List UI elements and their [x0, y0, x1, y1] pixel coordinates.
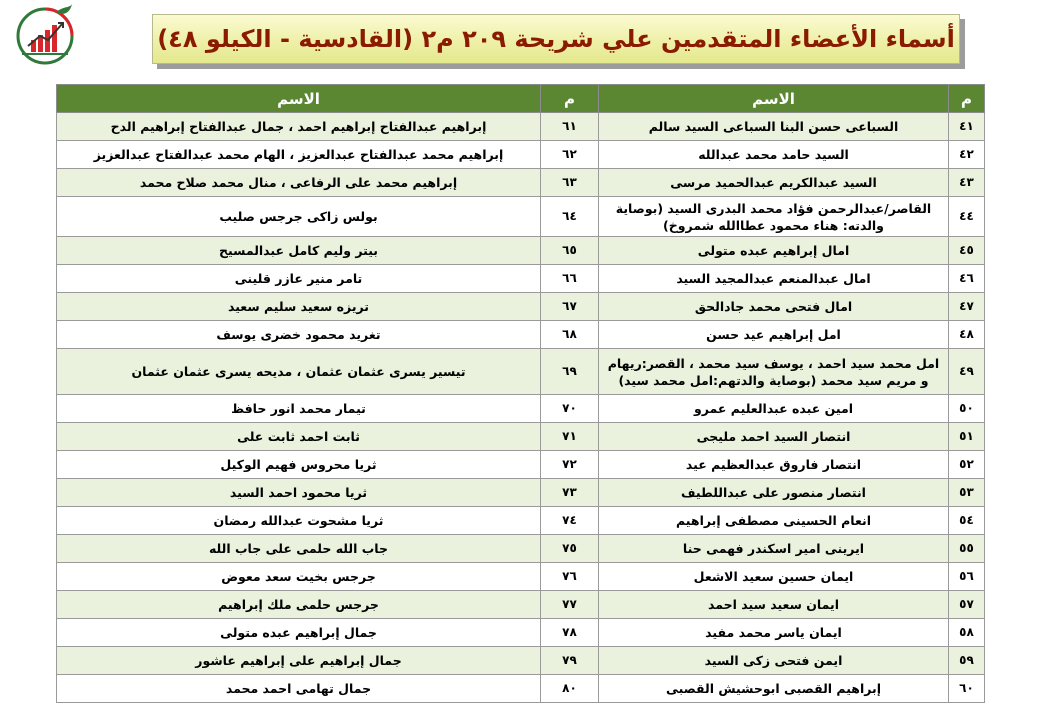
title-banner [152, 14, 960, 64]
table-row [57, 265, 985, 293]
member-name: بيتر وليم كامل عبدالمسيح [57, 237, 541, 265]
member-name: السيد عبدالكريم عبدالحميد مرسى [599, 169, 949, 197]
member-number: ٤٣ [949, 169, 985, 197]
member-number: ٦٤ [541, 197, 599, 237]
member-number: ٧١ [541, 423, 599, 451]
member-name: امل محمد سيد احمد ، يوسف سيد محمد ، القصر:ريهام و مريم سيد محمد (بوصاية والدتهم:امل محمد سيد) [599, 349, 949, 395]
page-title: أسماء الأعضاء المتقدمين علي شريحة ٢٠٩ م٢ (القادسية - الكيلو ٤٨) [157, 25, 955, 53]
member-number: ٥٦ [949, 563, 985, 591]
table-row [57, 479, 985, 507]
member-number: ٤٦ [949, 265, 985, 293]
table-row [57, 451, 985, 479]
table-row [57, 507, 985, 535]
member-name: تيسير يسرى عثمان عثمان ، مديحه يسرى عثمان عثمان [57, 349, 541, 395]
member-name: بولس زاكى جرجس صليب [57, 197, 541, 237]
member-number: ٥٣ [949, 479, 985, 507]
table-row [57, 141, 985, 169]
member-number: ٥١ [949, 423, 985, 451]
member-number: ٧٤ [541, 507, 599, 535]
table-row [57, 113, 985, 141]
column-header-number: م [949, 85, 985, 113]
member-name: انتصار منصور على عبداللطيف [599, 479, 949, 507]
column-header-name: الاسم [599, 85, 949, 113]
member-number: ٤٧ [949, 293, 985, 321]
member-name: القاصر/عبدالرحمن فؤاد محمد البدرى السيد (بوصاية والدته: هناء محمود عطاالله شمروخ) [599, 197, 949, 237]
member-number: ٥٠ [949, 395, 985, 423]
member-number: ٧٥ [541, 535, 599, 563]
association-logo [12, 2, 78, 68]
member-number: ٦٥ [541, 237, 599, 265]
table-row [57, 619, 985, 647]
member-name: تامر منير عازر قلينى [57, 265, 541, 293]
table-row [57, 535, 985, 563]
member-name: ثريا مشحوت عبدالله رمضان [57, 507, 541, 535]
table-row [57, 591, 985, 619]
member-name: انتصار فاروق عبدالعظيم عيد [599, 451, 949, 479]
member-number: ٤١ [949, 113, 985, 141]
member-name: ثريا محمود احمد السيد [57, 479, 541, 507]
table-row [57, 563, 985, 591]
member-number: ٦٠ [949, 675, 985, 703]
member-name: جمال إبراهيم عبده متولى [57, 619, 541, 647]
member-number: ٥٤ [949, 507, 985, 535]
member-name: جرجس بخيت سعد معوض [57, 563, 541, 591]
table-row [57, 293, 985, 321]
member-name: ايمان سعيد سيد احمد [599, 591, 949, 619]
member-number: ٧٣ [541, 479, 599, 507]
column-header-name: الاسم [57, 85, 541, 113]
member-number: ٨٠ [541, 675, 599, 703]
member-name: تريزه سعيد سليم سعيد [57, 293, 541, 321]
member-number: ٤٨ [949, 321, 985, 349]
member-number: ٧٨ [541, 619, 599, 647]
member-number: ٦١ [541, 113, 599, 141]
member-name: ايمن فتحى زكى السيد [599, 647, 949, 675]
member-name: ايمان حسين سعيد الاشعل [599, 563, 949, 591]
member-name: إبراهيم القصبى ابوحشيش القصبى [599, 675, 949, 703]
member-number: ٦٧ [541, 293, 599, 321]
table-row [57, 423, 985, 451]
member-name: إبراهيم محمد على الرفاعى ، منال محمد صلاح محمد [57, 169, 541, 197]
member-number: ٦٣ [541, 169, 599, 197]
member-name: تيمار محمد انور حافظ [57, 395, 541, 423]
member-number: ٥٥ [949, 535, 985, 563]
member-number: ٤٥ [949, 237, 985, 265]
member-number: ٦٩ [541, 349, 599, 395]
member-number: ٤٤ [949, 197, 985, 237]
member-number: ٥٩ [949, 647, 985, 675]
member-name: امال عبدالمنعم عبدالمجيد السيد [599, 265, 949, 293]
member-name: جمال إبراهيم على إبراهيم عاشور [57, 647, 541, 675]
members-table [56, 84, 985, 703]
member-name: امين عبده عبدالعليم عمرو [599, 395, 949, 423]
member-name: امال فتحى محمد جادالحق [599, 293, 949, 321]
table-row [57, 197, 985, 237]
member-number: ٦٢ [541, 141, 599, 169]
member-number: ٥٨ [949, 619, 985, 647]
member-name: انتصار السيد احمد مليجى [599, 423, 949, 451]
members-table-body [57, 113, 985, 703]
table-header-row [57, 85, 985, 113]
member-number: ٧٧ [541, 591, 599, 619]
member-name: السباعى حسن البنا السباعى السيد سالم [599, 113, 949, 141]
table-row [57, 169, 985, 197]
member-name: إبراهيم محمد عبدالفتاح عبدالعزيز ، الهام محمد عبدالفتاح عبدالعزيز [57, 141, 541, 169]
member-name: امل إبراهيم عيد حسن [599, 321, 949, 349]
member-number: ٦٨ [541, 321, 599, 349]
table-row [57, 395, 985, 423]
table-row [57, 237, 985, 265]
member-number: ٥٧ [949, 591, 985, 619]
table-row [57, 349, 985, 395]
table-row [57, 647, 985, 675]
column-header-number: م [541, 85, 599, 113]
member-name: جاب الله حلمى على جاب الله [57, 535, 541, 563]
member-number: ٦٦ [541, 265, 599, 293]
member-name: ايمان ياسر محمد مفيد [599, 619, 949, 647]
member-number: ٤٢ [949, 141, 985, 169]
member-number: ٧٦ [541, 563, 599, 591]
member-number: ٧٠ [541, 395, 599, 423]
table-row [57, 321, 985, 349]
member-name: امال إبراهيم عبده متولى [599, 237, 949, 265]
member-name: ثابت احمد ثابت على [57, 423, 541, 451]
member-name: جرجس حلمى ملك إبراهيم [57, 591, 541, 619]
member-name: انعام الحسينى مصطفى إبراهيم [599, 507, 949, 535]
member-number: ٧٩ [541, 647, 599, 675]
logo-emblem-icon [12, 2, 78, 68]
member-name: ايرينى امير اسكندر فهمى حنا [599, 535, 949, 563]
member-number: ٧٢ [541, 451, 599, 479]
member-name: السيد حامد محمد عبدالله [599, 141, 949, 169]
member-number: ٤٩ [949, 349, 985, 395]
member-name: جمال تهامى احمد محمد [57, 675, 541, 703]
member-number: ٥٢ [949, 451, 985, 479]
member-name: إبراهيم عبدالفتاح إبراهيم احمد ، جمال عبدالفتاح إبراهيم الدح [57, 113, 541, 141]
member-name: ثريا محروس فهيم الوكيل [57, 451, 541, 479]
table-row [57, 675, 985, 703]
member-name: تغريد محمود خضرى يوسف [57, 321, 541, 349]
